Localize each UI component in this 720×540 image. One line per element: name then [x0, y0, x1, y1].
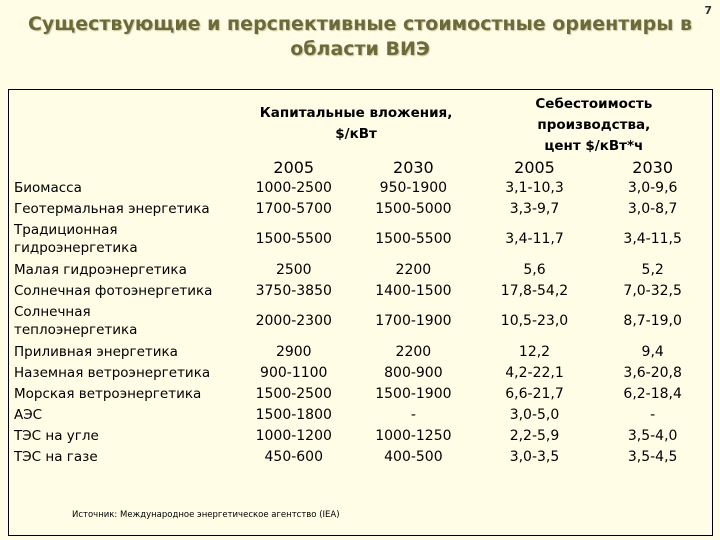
year-cap-2005: 2005 [273, 157, 315, 177]
row-name [9, 362, 236, 383]
year-cap-2030: 2030 [393, 157, 434, 177]
table-body [9, 177, 712, 467]
row-name [9, 404, 236, 425]
page-number: 7 [704, 4, 712, 17]
cell-cap2005: 2500 [275, 261, 312, 278]
cell-cap2030: 2200 [395, 343, 432, 360]
cell-cost2005: 3,0-3,5 [509, 448, 560, 465]
cell-cap2030: 400-500 [384, 448, 443, 465]
cell-cost2030: 8,7-19,0 [623, 313, 682, 329]
row-name-line-1: Морская ветроэнергетика [14, 385, 202, 402]
header-cost [476, 90, 712, 157]
cell-cost2005: 10,5-23,0 [500, 313, 569, 329]
row-name [9, 259, 236, 280]
table-row [9, 362, 712, 383]
cell-cost2030: 3,5-4,5 [627, 448, 678, 465]
header-cost-line-2: производства, [537, 117, 651, 133]
cell-cap2030: 1500-5500 [375, 231, 452, 247]
cell-cost2005: 4,2-22,1 [505, 364, 564, 381]
page-title [0, 12, 720, 62]
year-row [9, 157, 712, 177]
cell-cost2005: 3,1-10,3 [505, 179, 564, 196]
cost-table-frame [8, 89, 713, 536]
cell-cost2030: 6,2-18,4 [623, 385, 682, 402]
source-note: Источник: Международное энергетическое агентство (IEA) [72, 510, 340, 520]
table-row [9, 280, 712, 301]
header-empty-cell [9, 90, 236, 157]
cell-cap2005: 2900 [275, 343, 312, 360]
cell-cap2005: 1500-1800 [255, 406, 332, 423]
row-name [9, 383, 236, 404]
cell-cost2005: 17,8-54,2 [500, 282, 569, 299]
table-row [9, 177, 712, 198]
cell-cost2030: - [650, 406, 656, 423]
cell-cap2030: 2200 [395, 261, 432, 278]
table-row [9, 301, 712, 341]
cost-table [9, 90, 712, 467]
cell-cost2030: 3,4-11,5 [623, 231, 682, 247]
cell-cap2005: 1000-2500 [255, 179, 332, 196]
cell-cap2005: 900-1100 [260, 364, 328, 381]
row-name-line-1: ТЭС на газе [14, 448, 98, 465]
row-name [9, 198, 236, 219]
year-cost-2030: 2030 [632, 157, 674, 177]
row-name-line-1: Солнечная фотоэнергетика [14, 282, 213, 299]
cell-cap2005: 450-600 [264, 448, 323, 465]
table-row [9, 341, 712, 362]
table-row [9, 425, 712, 446]
cell-cost2030: 3,0-8,7 [627, 200, 678, 217]
cell-cap2030: 1400-1500 [375, 282, 452, 299]
row-name-line-2: теплоэнергетика [14, 322, 138, 338]
row-name-line-1: ТЭС на угле [14, 427, 99, 444]
table-row [9, 198, 712, 219]
row-name [9, 177, 236, 198]
table-row [9, 383, 712, 404]
cell-cost2030: 9,4 [641, 343, 664, 360]
row-name [9, 425, 236, 446]
row-name [9, 341, 236, 362]
title-line-2: области ВИЭ [290, 38, 430, 60]
row-name-line-1: Малая гидроэнергетика [14, 261, 187, 278]
row-name-line-1: Биомасса [14, 179, 82, 196]
row-name-line-1: Традиционная [14, 222, 118, 238]
cell-cost2030: 7,0-32,5 [623, 282, 682, 299]
row-name-line-1: Геотермальная энергетика [14, 200, 210, 217]
cell-cap2030: 1000-1250 [375, 427, 452, 444]
row-name-line-1: Солнечная [14, 304, 91, 320]
table-row [9, 404, 712, 425]
cell-cap2030: 950-1900 [379, 179, 448, 196]
cell-cost2005: 3,3-9,7 [509, 200, 560, 217]
row-name [9, 219, 236, 259]
cell-cost2030: 3,5-4,0 [627, 427, 678, 444]
cell-cap2005: 1500-5500 [255, 231, 332, 247]
header-capital [236, 90, 475, 157]
cell-cap2005: 3750-3850 [255, 282, 332, 299]
cell-cost2005: 3,0-5,0 [509, 406, 560, 423]
header-cost-line-1: Себестоимость [535, 96, 653, 112]
row-name-line-1: Приливная энергетика [14, 343, 178, 360]
year-cost-2005: 2005 [514, 157, 555, 177]
row-name [9, 280, 236, 301]
cell-cost2030: 5,2 [641, 261, 664, 278]
cell-cap2005: 1000-1200 [255, 427, 332, 444]
row-name-line-2: гидроэнергетика [14, 240, 138, 256]
header-cost-line-3: цент $/кВт*ч [544, 138, 644, 154]
cell-cap2030: - [410, 406, 416, 423]
cell-cost2030: 3,0-9,6 [627, 179, 678, 196]
row-name [9, 301, 236, 341]
year-empty-cell [9, 157, 236, 177]
header-row [9, 90, 712, 157]
table-row [9, 259, 712, 280]
cell-cap2030: 1500-5000 [375, 200, 452, 217]
row-name-line-1: АЭС [14, 406, 43, 423]
cell-cap2005: 1500-2500 [255, 385, 332, 402]
cell-cost2005: 3,4-11,7 [505, 231, 564, 247]
cell-cost2030: 3,6-20,8 [623, 364, 682, 381]
cell-cost2005: 12,2 [518, 343, 551, 360]
table-row [9, 446, 712, 467]
title-line-1: Существующие и перспективные стоимостные ориентиры в [27, 13, 693, 35]
cell-cap2005: 2000-2300 [255, 313, 332, 329]
table-row [9, 219, 712, 259]
row-name-line-1: Наземная ветроэнергетика [14, 364, 211, 381]
cell-cap2005: 1700-5700 [255, 200, 332, 217]
cell-cap2030: 1500-1900 [375, 385, 452, 402]
header-capital-line-2: $/кВт [335, 125, 377, 142]
cell-cost2005: 5,6 [523, 261, 546, 278]
header-capital-line-1: Капитальные вложения, [259, 104, 453, 121]
cell-cost2005: 2,2-5,9 [509, 427, 560, 444]
row-name [9, 446, 236, 467]
cell-cost2005: 6,6-21,7 [505, 385, 564, 402]
cell-cap2030: 800-900 [384, 364, 443, 381]
cell-cap2030: 1700-1900 [375, 313, 452, 329]
